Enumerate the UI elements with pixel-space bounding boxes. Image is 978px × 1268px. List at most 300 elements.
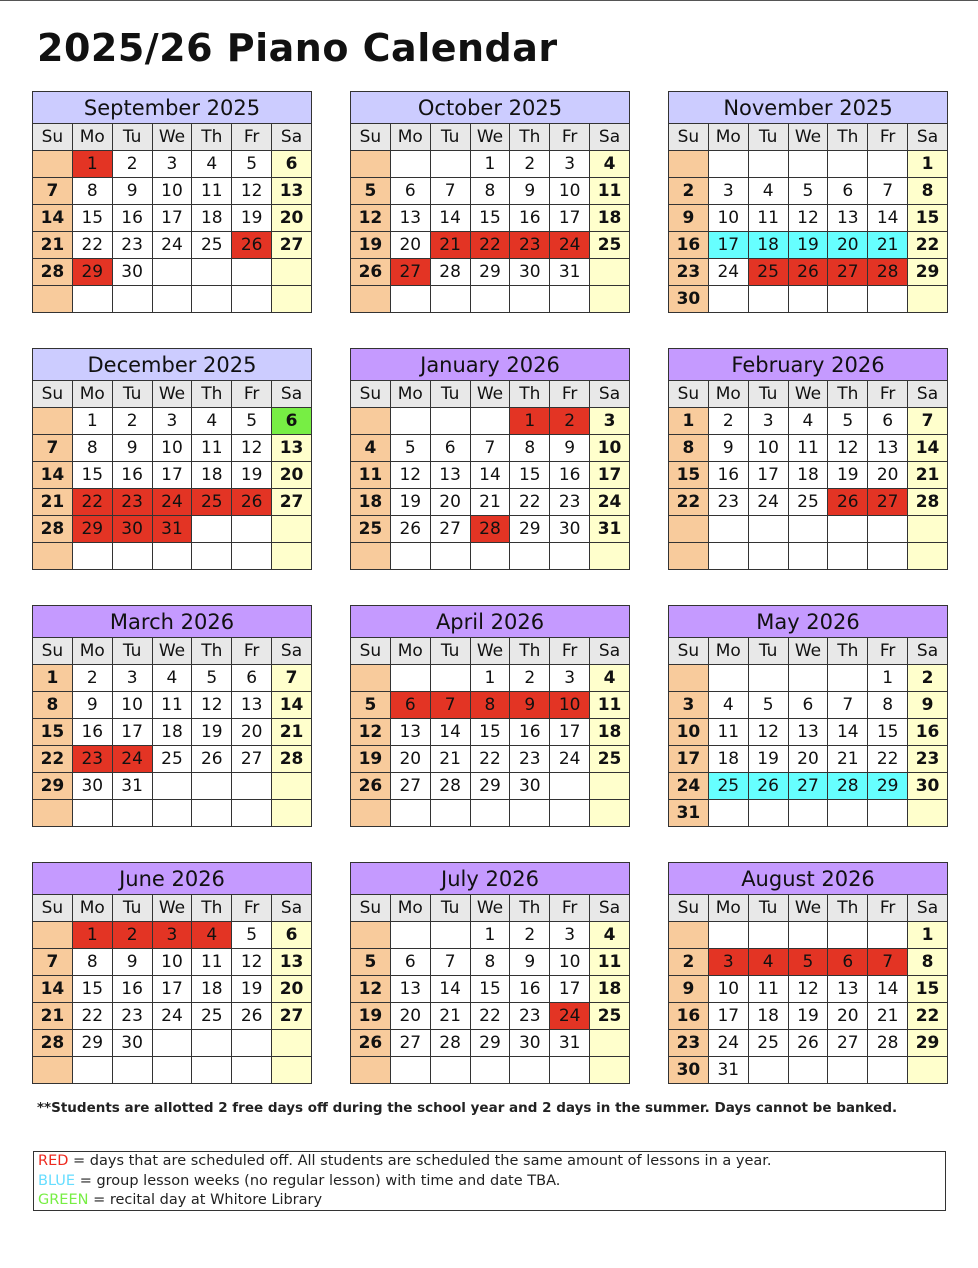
day-cell: 14 [430,719,470,746]
weekday-label: Sa [908,124,948,151]
empty-cell [669,665,709,692]
day-cell: 25 [748,1030,788,1057]
day-cell: 9 [112,178,152,205]
day-cell: 4 [192,151,232,178]
week-row [33,746,312,773]
weekday-label: We [470,124,510,151]
day-cell: 11 [788,435,828,462]
day-cell: 27 [272,1003,312,1030]
day-cell: 14 [908,435,948,462]
day-cell: 2 [908,665,948,692]
week-row [351,408,630,435]
empty-cell [390,800,430,827]
week-row [351,543,630,570]
empty-cell [192,259,232,286]
week-row [351,719,630,746]
day-cell: 10 [112,692,152,719]
day-cell: 13 [390,976,430,1003]
day-cell: 18 [590,719,630,746]
day-cell: 12 [192,692,232,719]
day-cell: 19 [351,746,391,773]
week-row [33,232,312,259]
weekday-label: Sa [590,124,630,151]
week-row [351,489,630,516]
day-cell: 7 [868,178,908,205]
day-cell: 2 [669,949,709,976]
weekday-header-row [33,638,312,665]
empty-cell [868,516,908,543]
day-off-cell: 1 [72,922,112,949]
weekday-header-row [351,381,630,408]
day-off-cell: 21 [430,232,470,259]
week-row [351,800,630,827]
day-cell: 23 [669,259,709,286]
day-cell: 1 [470,665,510,692]
day-cell: 27 [828,1030,868,1057]
day-cell: 19 [232,462,272,489]
empty-cell [828,286,868,313]
day-cell: 13 [272,949,312,976]
empty-cell [351,800,391,827]
legend-blue-key: BLUE [38,1172,76,1189]
day-cell: 19 [351,232,391,259]
month-title: September 2025 [32,91,312,123]
day-cell: 12 [232,949,272,976]
week-row [33,976,312,1003]
day-cell: 29 [908,259,948,286]
legend-red-key: RED [38,1153,69,1169]
empty-cell [390,543,430,570]
empty-cell [33,286,73,313]
empty-cell [430,1057,470,1084]
empty-cell [272,259,312,286]
weekday-label: Tu [430,124,470,151]
day-cell: 8 [33,692,73,719]
weekday-label: Th [192,381,232,408]
day-cell: 26 [788,1030,828,1057]
page-title: 2025/26 Piano Calendar [37,26,558,70]
weekday-label: Mo [72,124,112,151]
day-cell: 3 [112,665,152,692]
weekday-label: We [788,124,828,151]
day-cell: 17 [152,976,192,1003]
empty-cell [828,922,868,949]
day-cell: 23 [510,746,550,773]
day-cell: 21 [908,462,948,489]
day-cell: 13 [828,976,868,1003]
empty-cell [232,286,272,313]
empty-cell [72,286,112,313]
week-row [33,800,312,827]
day-cell: 10 [590,435,630,462]
week-row [351,232,630,259]
day-cell: 24 [708,1030,748,1057]
weekday-label: Mo [390,638,430,665]
day-cell: 29 [470,773,510,800]
day-cell: 28 [33,516,73,543]
day-cell: 6 [272,922,312,949]
weekday-label: Su [33,638,73,665]
day-cell: 9 [510,178,550,205]
month-calendar [32,91,312,313]
empty-cell [152,800,192,827]
empty-cell [272,286,312,313]
day-cell: 15 [908,205,948,232]
day-cell: 17 [590,462,630,489]
day-cell: 1 [470,151,510,178]
day-cell: 19 [351,1003,391,1030]
day-cell: 11 [192,949,232,976]
week-row [351,692,630,719]
month-title: March 2026 [32,605,312,637]
day-cell: 4 [590,151,630,178]
legend-red-line [38,1152,945,1172]
empty-cell [390,1057,430,1084]
day-cell: 29 [908,1030,948,1057]
day-cell: 31 [669,800,709,827]
legend-green-line [38,1191,945,1211]
month-calendar [32,348,312,570]
week-row [669,692,948,719]
month-calendar [350,91,630,313]
empty-cell [192,1030,232,1057]
day-cell: 28 [33,259,73,286]
empty-cell [390,665,430,692]
empty-cell [192,286,232,313]
day-cell: 25 [590,746,630,773]
empty-cell [550,1057,590,1084]
day-cell: 19 [232,976,272,1003]
day-cell: 21 [430,1003,470,1030]
day-cell: 31 [590,516,630,543]
week-row [351,178,630,205]
weekday-label: Tu [748,895,788,922]
day-cell: 23 [669,1030,709,1057]
empty-cell [351,408,391,435]
weekday-label: Th [828,124,868,151]
week-row [33,543,312,570]
day-cell: 30 [510,773,550,800]
empty-cell [192,800,232,827]
week-row [351,1030,630,1057]
week-row [351,462,630,489]
weekday-label: Th [510,124,550,151]
day-cell: 17 [669,746,709,773]
day-cell: 4 [590,922,630,949]
weekday-label: We [152,381,192,408]
day-cell: 11 [708,719,748,746]
day-cell: 13 [788,719,828,746]
day-cell: 30 [550,516,590,543]
empty-cell [868,800,908,827]
day-cell: 23 [510,1003,550,1030]
day-cell: 7 [908,408,948,435]
legend-box [33,1151,946,1211]
weekday-label: Fr [232,638,272,665]
week-row [33,462,312,489]
group-lesson-cell: 18 [748,232,788,259]
empty-cell [748,516,788,543]
day-cell: 28 [272,746,312,773]
weekday-label: Th [192,638,232,665]
empty-cell [470,543,510,570]
day-cell: 15 [72,976,112,1003]
day-cell: 30 [669,1057,709,1084]
week-row [351,773,630,800]
day-off-cell: 26 [232,232,272,259]
week-row [669,922,948,949]
week-row [351,286,630,313]
day-cell: 3 [152,408,192,435]
day-cell: 9 [112,435,152,462]
month-title: February 2026 [668,348,948,380]
weekday-label: Fr [868,638,908,665]
day-cell: 10 [152,435,192,462]
weekday-header-row [33,381,312,408]
day-cell: 1 [908,922,948,949]
weekday-label: Tu [112,124,152,151]
weekday-label: Su [33,381,73,408]
week-row [351,1057,630,1084]
day-cell: 11 [351,462,391,489]
day-cell: 6 [828,178,868,205]
week-row [351,205,630,232]
week-row [669,232,948,259]
week-row [669,516,948,543]
day-cell: 28 [908,489,948,516]
day-off-cell: 25 [192,489,232,516]
day-off-cell: 6 [390,692,430,719]
day-cell: 16 [112,205,152,232]
weekday-label: Th [828,895,868,922]
month-table [350,637,630,827]
day-cell: 14 [33,205,73,232]
day-cell: 21 [272,719,312,746]
weekday-label: We [470,895,510,922]
group-lesson-cell: 27 [788,773,828,800]
empty-cell [33,922,73,949]
legend-blue-line [38,1172,945,1192]
day-cell: 4 [708,692,748,719]
empty-cell [430,151,470,178]
weekday-label: Sa [272,895,312,922]
weekday-header-row [669,895,948,922]
week-row [669,178,948,205]
weekday-label: Mo [72,381,112,408]
day-cell: 30 [72,773,112,800]
week-row [33,949,312,976]
day-cell: 26 [192,746,232,773]
week-row [669,949,948,976]
day-cell: 8 [868,692,908,719]
weekday-header-row [351,124,630,151]
week-row [669,719,948,746]
day-cell: 18 [152,719,192,746]
group-lesson-cell: 29 [868,773,908,800]
day-cell: 7 [33,949,73,976]
weekday-label: We [152,638,192,665]
month-calendar [668,91,948,313]
day-cell: 25 [192,232,232,259]
month-table [32,123,312,313]
legend-green-text: = recital day at Whitore Library [88,1192,323,1208]
month-calendar [32,605,312,827]
weekday-label: Mo [390,895,430,922]
day-cell: 21 [33,232,73,259]
day-cell: 6 [390,178,430,205]
day-cell: 20 [868,462,908,489]
empty-cell [748,543,788,570]
day-cell: 8 [470,178,510,205]
day-cell: 7 [470,435,510,462]
day-cell: 25 [590,232,630,259]
day-cell: 31 [550,259,590,286]
weekday-label: Fr [868,895,908,922]
day-cell: 21 [33,489,73,516]
week-row [351,922,630,949]
empty-cell [470,286,510,313]
day-cell: 24 [748,489,788,516]
empty-cell [232,259,272,286]
month-calendar [668,862,948,1084]
weekday-label: Tu [112,381,152,408]
empty-cell [272,516,312,543]
day-cell: 11 [192,435,232,462]
day-cell: 19 [390,489,430,516]
day-cell: 15 [72,462,112,489]
day-cell: 30 [510,259,550,286]
empty-cell [669,543,709,570]
day-cell: 8 [470,949,510,976]
weekday-label: Fr [868,124,908,151]
day-off-cell: 24 [550,1003,590,1030]
day-off-cell: 28 [470,516,510,543]
day-cell: 4 [788,408,828,435]
recital-day-cell: 6 [272,408,312,435]
day-cell: 4 [152,665,192,692]
day-cell: 6 [430,435,470,462]
day-cell: 15 [868,719,908,746]
empty-cell [708,800,748,827]
empty-cell [868,543,908,570]
week-row [351,516,630,543]
empty-cell [708,665,748,692]
legend-blue-text: = group lesson weeks (no regular lesson) with time and date TBA. [75,1172,561,1189]
empty-cell [272,1030,312,1057]
day-cell: 10 [550,178,590,205]
day-cell: 14 [272,692,312,719]
day-cell: 8 [908,178,948,205]
day-cell: 3 [748,408,788,435]
weekday-label: Tu [748,381,788,408]
empty-cell [550,800,590,827]
day-cell: 13 [232,692,272,719]
weekday-label: Su [351,381,391,408]
empty-cell [788,1057,828,1084]
day-cell: 13 [430,462,470,489]
week-row [669,1003,948,1030]
day-cell: 2 [510,922,550,949]
day-cell: 28 [430,1030,470,1057]
empty-cell [868,151,908,178]
month-calendar [350,348,630,570]
day-cell: 31 [708,1057,748,1084]
day-cell: 14 [430,205,470,232]
weekday-header-row [669,638,948,665]
day-cell: 3 [550,665,590,692]
day-cell: 5 [232,151,272,178]
month-title: October 2025 [350,91,630,123]
day-cell: 14 [868,976,908,1003]
empty-cell [590,1057,630,1084]
empty-cell [788,543,828,570]
day-cell: 8 [669,435,709,462]
day-cell: 27 [390,773,430,800]
week-row [351,435,630,462]
day-cell: 12 [351,205,391,232]
day-cell: 18 [748,1003,788,1030]
day-cell: 22 [470,746,510,773]
day-cell: 29 [470,1030,510,1057]
day-cell: 5 [351,949,391,976]
empty-cell [590,1030,630,1057]
day-off-cell: 27 [390,259,430,286]
week-row [351,665,630,692]
day-cell: 16 [510,205,550,232]
day-cell: 10 [748,435,788,462]
week-row [33,151,312,178]
weekday-label: Tu [430,638,470,665]
empty-cell [72,1057,112,1084]
day-cell: 16 [669,232,709,259]
group-lesson-cell: 28 [828,773,868,800]
day-off-cell: 3 [152,922,192,949]
empty-cell [590,259,630,286]
weekday-label: Mo [708,124,748,151]
day-cell: 22 [868,746,908,773]
empty-cell [152,286,192,313]
empty-cell [470,800,510,827]
footnote: **Students are allotted 2 free days off during the school year and 2 days in the summer. Days cannot be banked. [37,1100,898,1116]
empty-cell [550,543,590,570]
day-cell: 27 [272,232,312,259]
day-cell: 10 [152,178,192,205]
weekday-header-row [33,895,312,922]
day-cell: 16 [510,976,550,1003]
day-cell: 21 [430,746,470,773]
empty-cell [152,259,192,286]
day-cell: 9 [510,949,550,976]
weekday-label: Mo [708,638,748,665]
day-off-cell: 2 [112,922,152,949]
day-cell: 5 [390,435,430,462]
empty-cell [788,286,828,313]
day-cell: 22 [510,489,550,516]
empty-cell [430,408,470,435]
week-row [33,408,312,435]
day-off-cell: 24 [152,489,192,516]
empty-cell [908,543,948,570]
weekday-label: Su [669,124,709,151]
empty-cell [908,1057,948,1084]
day-off-cell: 23 [72,746,112,773]
day-cell: 15 [669,462,709,489]
empty-cell [232,800,272,827]
day-cell: 17 [748,462,788,489]
day-cell: 11 [590,178,630,205]
weekday-label: Sa [272,381,312,408]
week-row [669,665,948,692]
